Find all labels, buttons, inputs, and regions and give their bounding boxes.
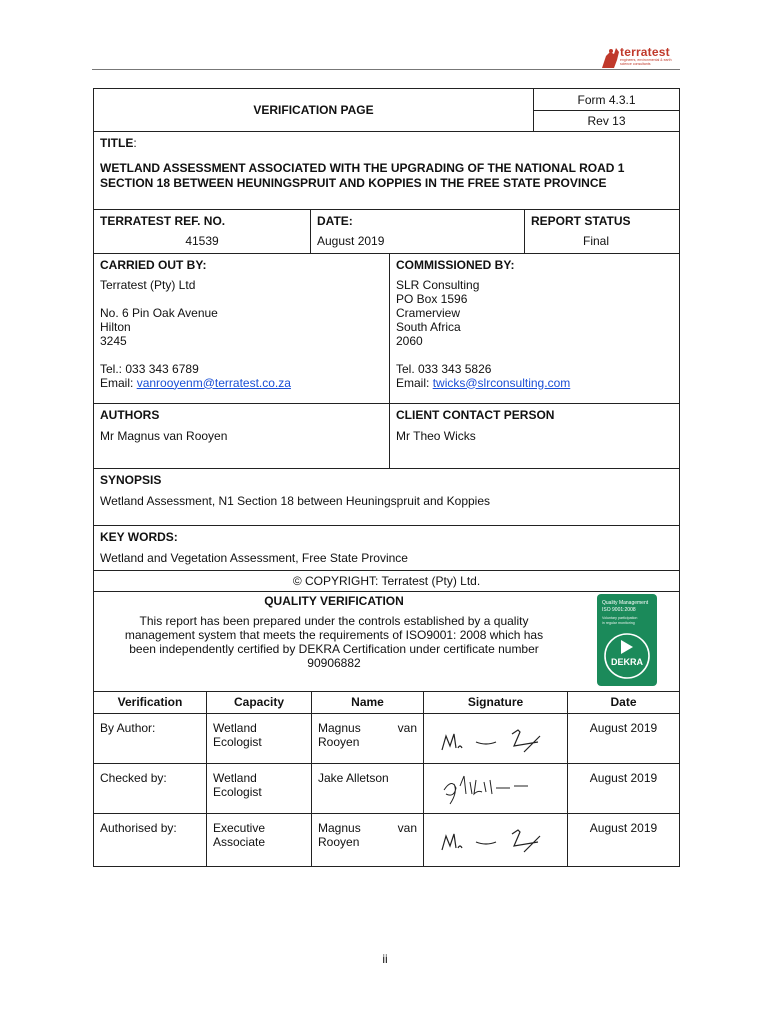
dekra-certification-badge <box>597 594 657 686</box>
authors-label: AUTHORS <box>100 408 160 422</box>
date-label: DATE: <box>317 213 353 228</box>
row-2-role: Checked by: <box>94 763 207 813</box>
synopsis-table <box>93 469 680 527</box>
ref-cell <box>94 210 311 254</box>
table-row <box>94 713 680 763</box>
row-3-signature-cell <box>424 813 568 866</box>
parties-table <box>93 254 680 405</box>
row-1-name-mid: van <box>397 720 417 735</box>
carried-out-address-1: No. 6 Pin Oak Avenue <box>100 305 218 320</box>
client-contact-label: CLIENT CONTACT PERSON <box>396 408 555 422</box>
signatures-table <box>93 691 680 867</box>
signatures-header-row <box>94 691 680 713</box>
table-row <box>94 763 680 813</box>
form-number: Form 4.3.1 <box>577 92 636 107</box>
signature-image <box>424 814 567 866</box>
row-3-name-last: Rooyen <box>318 834 360 849</box>
copyright: © COPYRIGHT: Terratest (Pty) Ltd. <box>292 573 481 588</box>
date-cell <box>311 210 525 254</box>
quality-text-4: 90906882 <box>307 655 361 670</box>
header-verification: Verification <box>94 691 207 713</box>
commissioned-tel: Tel. 033 343 5826 <box>396 361 492 376</box>
status-label: REPORT STATUS <box>531 213 631 228</box>
carried-out-email-link[interactable]: vanrooyenm@terratest.co.za <box>136 375 291 390</box>
quality-text-1: This report has been prepared under the controls established by a quality <box>139 613 529 628</box>
row-1-signature-cell <box>424 713 568 763</box>
row-2-signature-cell <box>424 763 568 813</box>
authors-table <box>93 404 680 469</box>
title-cell <box>94 132 680 209</box>
reference-table <box>93 210 680 254</box>
status-value: Final <box>582 233 609 248</box>
row-1-name-first: Magnus <box>318 720 361 735</box>
carried-out-address-3: 3245 <box>100 333 127 348</box>
row-2-capacity-2: Ecologist <box>213 784 262 799</box>
row-2-capacity-1: Wetland <box>213 770 257 785</box>
commissioned-address-1: PO Box 1596 <box>396 291 468 306</box>
page-title-cell <box>94 89 534 132</box>
commissioned-email-link[interactable]: twicks@slrconsulting.com <box>432 375 571 390</box>
signature-image <box>424 714 567 763</box>
row-3-name <box>312 813 424 866</box>
title-colon: : <box>133 136 137 150</box>
row-1-capacity-2: Ecologist <box>213 734 262 749</box>
row-3-name-first: Magnus <box>318 820 361 835</box>
row-1-role: By Author: <box>94 713 207 763</box>
header-name: Name <box>312 691 424 713</box>
title-label: TITLE <box>100 136 134 150</box>
row-2-name <box>312 763 424 813</box>
authors-cell <box>94 404 390 468</box>
carried-out-address-2: Hilton <box>100 319 131 334</box>
commissioned-cell <box>390 254 680 404</box>
commissioned-address-3: South Africa <box>396 319 461 334</box>
logo-tagline: engineers, environmental & earth science consultants <box>620 58 672 66</box>
authors-value: Mr Magnus van Rooyen <box>100 429 228 443</box>
commissioned-address-2: Cramerview <box>396 305 461 320</box>
keywords-label: KEY WORDS: <box>100 530 178 544</box>
row-3-capacity-1: Executive <box>213 820 266 835</box>
carried-out-tel: Tel.: 033 343 6789 <box>100 361 199 376</box>
header-signature: Signature <box>424 691 568 713</box>
header-capacity: Capacity <box>207 691 312 713</box>
commissioned-label: COMMISSIONED BY: <box>396 257 515 272</box>
client-contact-value: Mr Theo Wicks <box>396 429 476 443</box>
commissioned-email-label: Email: <box>396 375 433 390</box>
row-2-capacity <box>207 763 312 813</box>
quality-table <box>93 592 680 691</box>
synopsis-value: Wetland Assessment, N1 Section 18 between Heuningspruit and Koppies <box>100 493 491 508</box>
row-3-capacity <box>207 813 312 866</box>
keywords-cell <box>94 526 680 571</box>
badge-line-2: ISO 9001:2008 <box>602 606 636 613</box>
logo-name: terratest <box>620 45 670 59</box>
badge-brand: DEKRA <box>610 656 644 667</box>
synopsis-label: SYNOPSIS <box>100 472 162 487</box>
report-title-line-2: SECTION 18 BETWEEN HEUNINGSPRUIT AND KOPPIES IN THE FREE STATE PROVINCE <box>100 176 607 190</box>
quality-text-3: been independently certified by DEKRA Certification under certificate number <box>129 641 539 656</box>
header-table <box>93 88 680 132</box>
badge-line-4: in regular monitoring <box>602 620 635 625</box>
client-contact-cell <box>390 404 680 468</box>
report-title-line-1: WETLAND ASSESSMENT ASSOCIATED WITH THE UPGRADING OF THE NATIONAL ROAD 1 <box>100 161 625 175</box>
revision: Rev 13 <box>587 114 626 128</box>
verification-frame <box>93 88 680 867</box>
commissioned-email-row <box>396 376 673 390</box>
date-value: August 2019 <box>317 233 385 248</box>
commissioned-company: SLR Consulting <box>396 277 480 292</box>
copyright-table <box>93 571 680 592</box>
header-date: Date <box>568 691 680 713</box>
title-table <box>93 132 680 210</box>
carried-out-cell <box>94 254 390 404</box>
page-number: ii <box>382 952 388 966</box>
row-3-name-mid: van <box>397 820 417 835</box>
row-3-date: August 2019 <box>568 813 680 866</box>
row-3-role: Authorised by: <box>94 813 207 866</box>
copyright-cell <box>94 571 680 591</box>
row-2-name-first: Jake Alletson <box>318 770 389 785</box>
row-1-capacity <box>207 713 312 763</box>
quality-cell <box>94 592 680 691</box>
carried-out-email-label: Email: <box>100 375 137 390</box>
commissioned-address-4: 2060 <box>396 333 423 348</box>
keywords-value: Wetland and Vegetation Assessment, Free State Province <box>100 551 408 565</box>
badge-line-3: Voluntary participation <box>602 615 638 620</box>
carried-out-label: CARRIED OUT BY: <box>100 257 207 272</box>
keywords-table <box>93 526 680 571</box>
signature-image <box>424 764 567 813</box>
row-2-date: August 2019 <box>568 763 680 813</box>
quality-title: QUALITY VERIFICATION <box>264 593 404 608</box>
revision-cell <box>534 111 680 132</box>
table-row <box>94 813 680 866</box>
ref-value: 41539 <box>185 233 219 248</box>
form-number-cell <box>534 89 680 111</box>
carried-out-company: Terratest (Pty) Ltd <box>100 277 196 292</box>
synopsis-cell <box>94 469 680 526</box>
status-cell <box>525 210 680 254</box>
carried-out-email-row <box>100 376 383 390</box>
row-3-capacity-2: Associate <box>213 834 266 849</box>
quality-text-2: management system that meets the requirements of ISO9001: 2008 which has <box>124 627 544 642</box>
header-divider <box>92 69 680 70</box>
page-title: VERIFICATION PAGE <box>253 103 374 117</box>
badge-line-1: Quality Management <box>602 599 649 606</box>
row-1-name <box>312 713 424 763</box>
row-1-capacity-1: Wetland <box>213 720 257 735</box>
ref-label: TERRATEST REF. NO. <box>100 213 226 228</box>
row-1-name-last: Rooyen <box>318 734 360 749</box>
row-1-date: August 2019 <box>568 713 680 763</box>
